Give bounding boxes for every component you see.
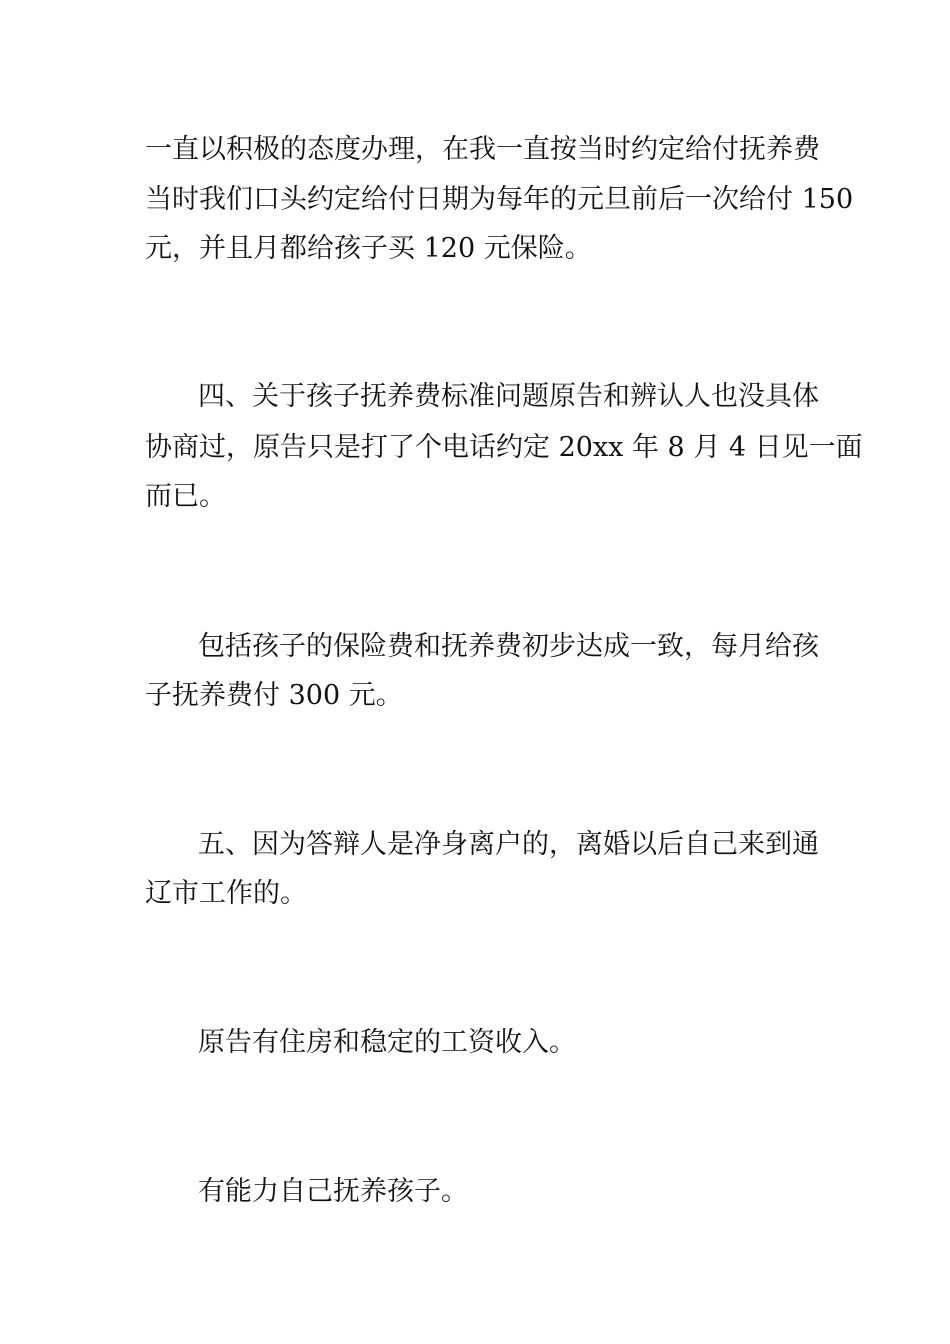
paragraph-line: 辽市工作的。 [145, 878, 307, 909]
paragraph-line: 五、因为答辩人是净身离户的，离婚以后自己来到通 [198, 829, 819, 860]
paragraph-line: 四、关于孩子抚养费标准问题原告和辨认人也没具体 [198, 381, 819, 412]
paragraph-line: 包括孩子的保险费和抚养费初步达成一致，每月给孩 [198, 631, 819, 662]
paragraph-line: 协商过，原告只是打了个电话约定 20xx 年 8 月 4 日见一面 [145, 432, 863, 463]
paragraph-line: 元，并且月都给孩子买 120 元保险。 [145, 233, 592, 264]
paragraph-line: 当时我们口头约定给付日期为每年的元旦前后一次给付 150 [145, 184, 854, 215]
paragraph-line: 子抚养费付 300 元。 [145, 680, 403, 711]
paragraph-line: 有能力自己抚养孩子。 [198, 1176, 468, 1207]
paragraph-line: 而已。 [145, 481, 226, 512]
paragraph-line: 一直以积极的态度办理，在我一直按当时约定给付抚养费 [145, 134, 820, 165]
paragraph-line: 原告有住房和稳定的工资收入。 [198, 1027, 576, 1058]
